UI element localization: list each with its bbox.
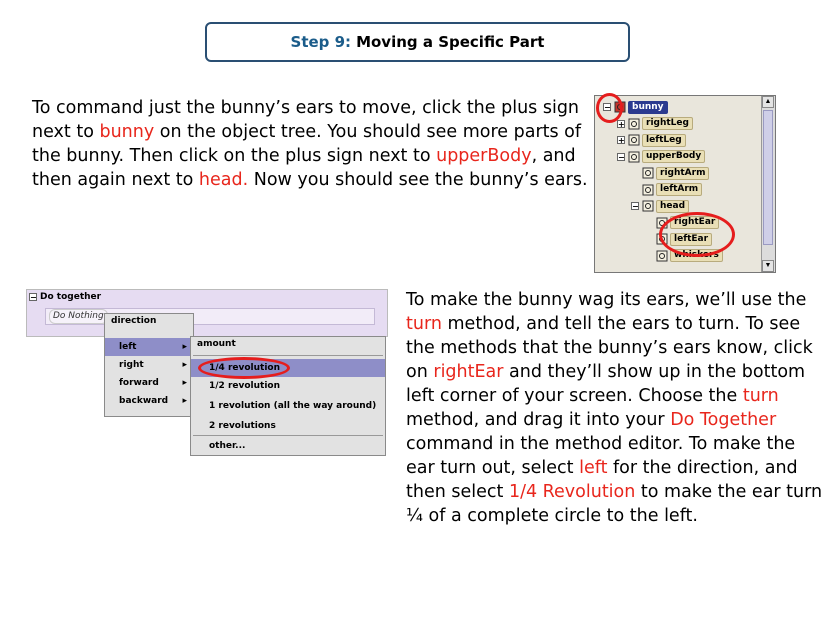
menu-item-label: right	[119, 360, 144, 370]
paragraph-text: To command just the bunny’s ears to move, click the plus sign next to	[32, 98, 580, 142]
submenu-arrow-icon: ▸	[182, 378, 187, 388]
direction-menu	[104, 313, 194, 417]
part-icon	[628, 151, 640, 163]
expand-icon[interactable]: +	[618, 119, 625, 129]
highlighted-term: upperBody	[436, 146, 532, 166]
direction-menu-header: direction	[111, 316, 157, 326]
amount-menu	[190, 336, 386, 456]
title-step: Step 9:	[290, 33, 352, 51]
highlighted-term: head.	[198, 170, 249, 190]
method-editor	[26, 289, 388, 337]
menu-item-label: left	[119, 342, 137, 352]
tree-item-label: whiskers	[670, 249, 723, 262]
tree-item-label: leftEar	[670, 233, 712, 246]
menu-item-label: 1/2 revolution	[209, 381, 281, 391]
direction-item-right[interactable]	[105, 356, 193, 374]
tree-item-head[interactable]	[631, 199, 689, 213]
do-together-label: Do together	[40, 292, 102, 302]
collapse-icon[interactable]: −	[30, 293, 37, 302]
paragraph-text: To make the bunny wag its ears, we’ll use the	[406, 290, 807, 310]
scroll-down-icon[interactable]: ▼	[762, 260, 774, 272]
title-text: Moving a Specific Part	[356, 33, 545, 51]
paragraph-text: on the object tree. You should see more parts of the bunny. Then click on the plus sign next to	[32, 122, 582, 166]
highlighted-term: Do Together	[670, 410, 777, 430]
instruction-paragraph-1	[32, 96, 592, 192]
ears-circle	[659, 212, 735, 257]
direction-item-left[interactable]	[105, 338, 193, 356]
submenu-arrow-icon: ▸	[182, 342, 187, 352]
menu-item-label: 2 revolutions	[209, 421, 276, 431]
menu-item-label: 1/4 revolution	[209, 363, 281, 373]
amount-menu-header: amount	[197, 339, 236, 349]
paragraph-text: to make the ear turn ¼ of a complete circle to the left.	[406, 482, 823, 526]
tree-item-label: rightLeg	[642, 117, 693, 130]
tree-item-label: rightEar	[670, 216, 719, 229]
paragraph-text: Now you should see the bunny’s ears.	[248, 170, 588, 190]
scroll-thumb[interactable]	[763, 110, 773, 245]
tree-item-rightarm[interactable]	[642, 166, 709, 180]
amount-item[interactable]	[191, 417, 385, 435]
submenu-arrow-icon: ▸	[182, 396, 187, 406]
tree-item-upperbody[interactable]	[617, 150, 705, 164]
part-icon	[642, 167, 654, 179]
tree-item-label: leftLeg	[642, 134, 686, 147]
paragraph-text: command in the method editor. To make the ear turn out, select	[406, 434, 796, 478]
scroll-up-icon[interactable]: ▲	[762, 96, 774, 108]
tree-item-label: leftArm	[656, 183, 702, 196]
amount-item[interactable]	[191, 377, 385, 395]
part-icon	[656, 250, 668, 262]
tree-item-label: head	[656, 200, 689, 213]
tree-item-leftleg[interactable]	[617, 133, 686, 147]
menu-item-label: 1 revolution (all the way around)	[209, 401, 377, 411]
direction-item-forward[interactable]	[105, 374, 193, 392]
tree-scrollbar[interactable]	[761, 96, 775, 272]
tree-item-rightleg[interactable]	[617, 117, 693, 131]
amount-item[interactable]	[191, 397, 385, 415]
tree-item-label: upperBody	[642, 150, 705, 163]
paragraph-text: method, and tell the ears to turn. To see the methods that the bunny’s ears know, click on	[406, 314, 813, 382]
paragraph-text: for the direction, and then select	[406, 458, 798, 502]
instruction-paragraph-2	[406, 288, 826, 528]
menu-item-label: backward	[119, 396, 169, 406]
menu-item-label: other...	[209, 441, 246, 451]
menu-divider	[193, 355, 383, 356]
highlighted-term: left	[579, 458, 608, 478]
tree-item-label: bunny	[628, 101, 668, 114]
collapse-icon[interactable]: −	[604, 103, 611, 112]
amount-item[interactable]	[191, 437, 385, 455]
expand-icon[interactable]: +	[618, 136, 625, 145]
direction-item-backward[interactable]	[105, 392, 193, 410]
do-nothing-label: Do Nothing	[49, 309, 108, 324]
quarter-revolution-circle	[198, 357, 290, 379]
do-together-header[interactable]	[29, 292, 101, 302]
part-icon	[628, 118, 640, 130]
paragraph-text: and they’ll show up in the bottom left corner of your screen. Choose the	[406, 362, 806, 406]
highlighted-term: turn	[406, 314, 442, 334]
part-icon	[642, 200, 654, 212]
highlighted-term: turn	[742, 386, 779, 406]
tree-item-label: rightArm	[656, 167, 709, 180]
collapse-icon[interactable]: −	[632, 202, 639, 211]
collapse-icon[interactable]: −	[618, 152, 625, 162]
highlighted-term: 1/4 Revolution	[508, 482, 636, 502]
tree-item-leftarm[interactable]	[642, 183, 702, 197]
menu-item-label: forward	[119, 378, 159, 388]
paragraph-text: method, and drag it into your	[406, 410, 671, 430]
slide-title	[205, 22, 630, 62]
part-icon	[628, 134, 640, 146]
highlighted-term: bunny	[99, 122, 155, 142]
part-icon	[642, 184, 654, 196]
submenu-arrow-icon: ▸	[182, 360, 187, 370]
paragraph-text: , and then again next to	[32, 146, 576, 190]
bunny-plus-circle	[596, 93, 623, 123]
highlighted-term: rightEar	[433, 362, 504, 382]
menu-divider	[193, 435, 383, 436]
